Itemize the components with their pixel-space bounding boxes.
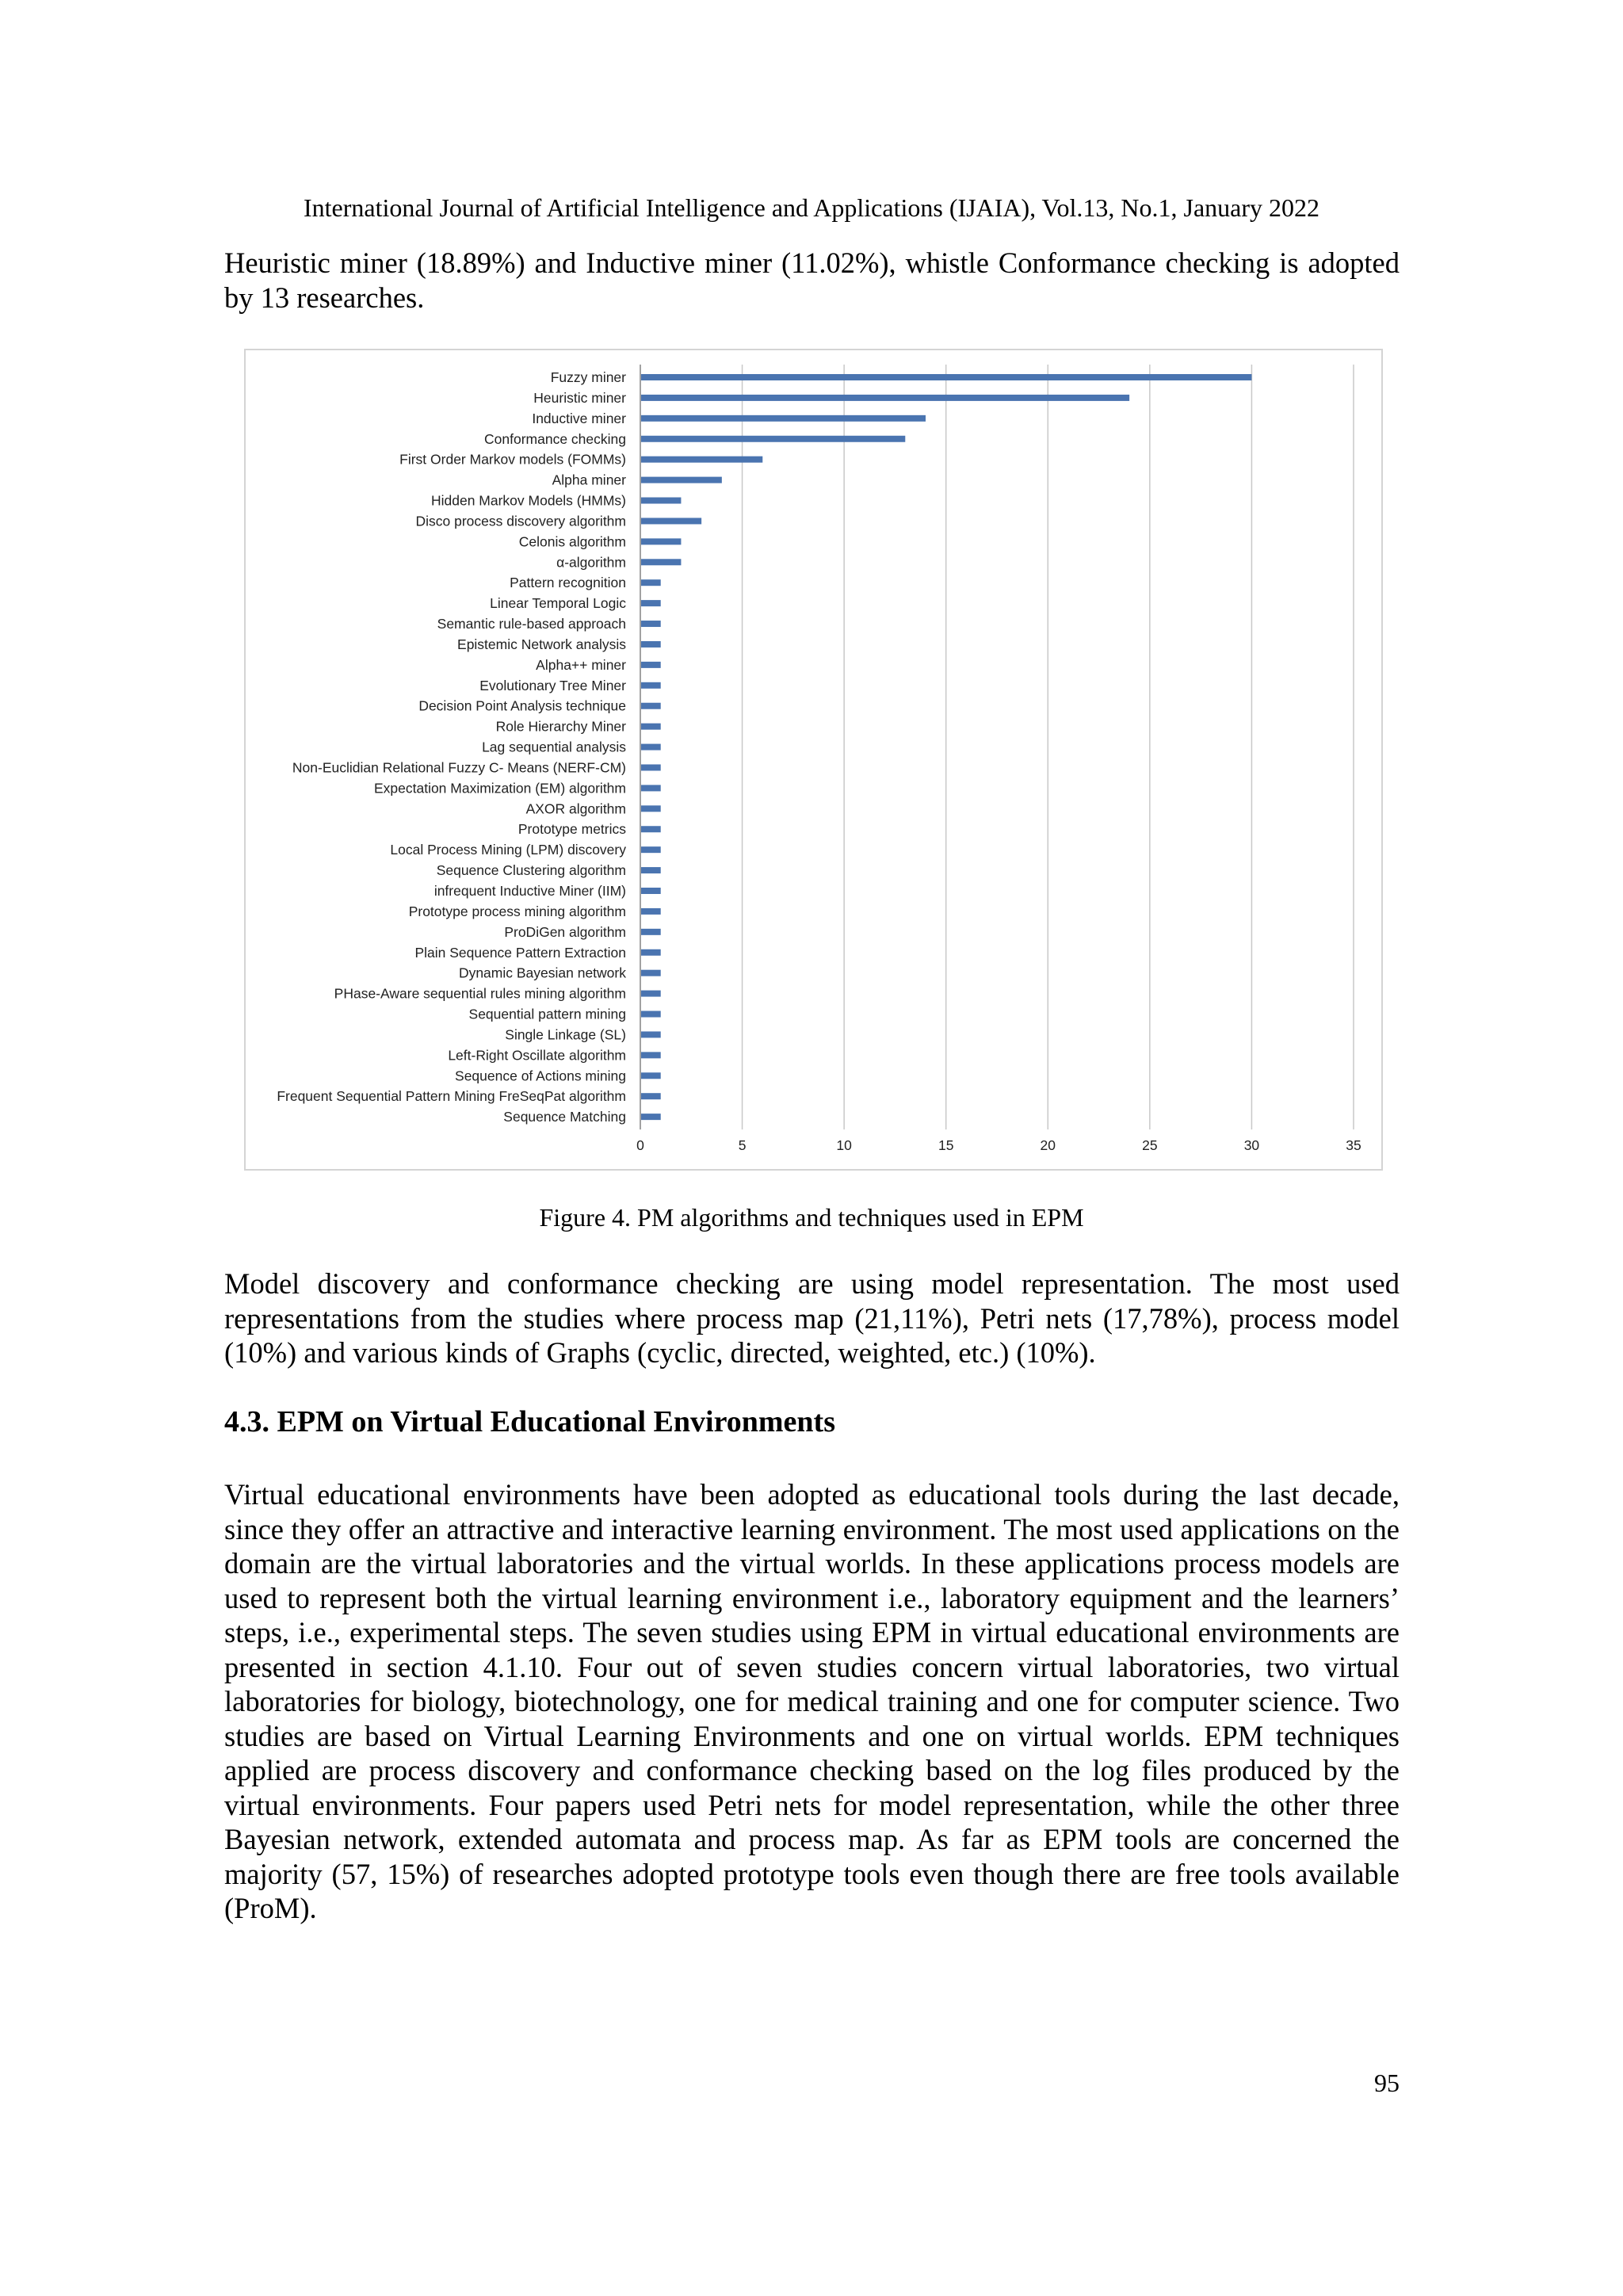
category-label: Single Linkage (SL) [505,1026,626,1043]
x-tick-label: 30 [1243,1137,1260,1154]
category-label: Dynamic Bayesian network [458,965,626,981]
category-label: First Order Markov models (FOMMs) [399,451,626,468]
category-label: Sequential pattern mining [468,1006,626,1022]
category-label: Pattern recognition [510,575,626,591]
bar [641,908,661,915]
bar [641,457,762,463]
bar [641,744,661,751]
category-label: Sequence of Actions mining [455,1068,626,1084]
x-tick-label: 5 [738,1137,747,1154]
category-label: Prototype metrics [517,821,626,838]
category-label: Decision Point Analysis technique [418,697,626,714]
section-heading: 4.3. EPM on Virtual Educational Environments [224,1405,836,1438]
bar [641,1052,661,1058]
bar [641,703,661,709]
bar-chart [246,350,1381,1169]
category-label: Inductive miner [532,410,626,426]
category-label: ProDiGen algorithm [504,923,626,940]
bar [641,1114,661,1120]
bar [641,579,661,586]
category-label: Prototype process mining algorithm [408,903,626,919]
bar [641,929,661,935]
bar [641,764,661,770]
x-tick-label: 35 [1346,1137,1361,1154]
category-label: Non-Euclidian Relational Fuzzy C- Means (NERF-CM) [292,759,626,776]
bar [641,1093,661,1099]
bar [641,436,905,442]
bar [641,1072,661,1079]
bar [641,374,1251,380]
category-label: Fuzzy miner [550,369,626,385]
category-label: Hidden Markov Models (HMMs) [430,492,626,509]
bar [641,498,681,504]
bar [641,888,661,894]
x-tick-label: 20 [1040,1137,1056,1154]
category-label: Expectation Maximization (EM) algorithm [373,780,626,797]
x-tick-label: 25 [1142,1137,1158,1154]
bar-chart-figure [244,349,1383,1171]
category-label: Semantic rule-based approach [437,616,626,632]
bar [641,724,661,730]
category-label: infrequent Inductive Miner (IIM) [433,883,626,899]
figure-caption: Figure 4. PM algorithms and techniques used in EPM [539,1203,1084,1232]
bar [641,641,661,648]
bar [641,991,661,997]
page-number: 95 [1374,2069,1400,2097]
category-label: Celonis algorithm [518,533,626,550]
category-label: Evolutionary Tree Miner [479,677,626,693]
bar [641,785,661,791]
category-label: Alpha miner [552,472,626,488]
bar [641,415,926,422]
bar [641,1031,661,1037]
category-label: PHase-Aware sequential rules mining algorithm [334,985,626,1002]
category-label: Local Process Mining (LPM) discovery [390,842,626,858]
category-label: Sequence Clustering algorithm [436,862,626,879]
x-tick-label: 15 [938,1137,954,1154]
category-label: Conformance checking [484,430,626,447]
bar [641,559,681,565]
bar [641,395,1129,401]
bar [641,600,661,606]
paragraph-virtual-environments: Virtual educational environments have been adopted as educational tools during the last decade, since they offer an attractive and interactive learning environment. The most used applications on the domain are the virtual laboratories and the virtual worlds. In these applications process models are used to represent both the virtual learning environment i.e., laboratory equipment and the learners’ steps, i.e., experimental steps. The seven studies using EPM in virtual educational environments are presented in section 4.1.10. Four out of seven studies concern virtual laboratories, two virtual laboratories for biology, biotechnology, one for medical training and one for computer science. Two studies are based on Virtual Learning Environments and one on virtual worlds. EPM techniques applied are process discovery and conformance checking based on the log files produced by the virtual environments. Four papers used Petri nets for model representation, while the other three Bayesian network, extended automata and process map. As far as EPM tools are concerned the majority (57, 15%) of researches adopted prototype tools even though there are free tools available (ProM). [224,1478,1400,1924]
bar [641,621,661,627]
bar [641,682,661,689]
category-label: α-algorithm [556,554,626,571]
x-tick-label: 10 [836,1137,852,1154]
category-label: Plain Sequence Pattern Extraction [414,944,626,961]
category-label: Linear Temporal Logic [490,595,626,612]
category-label: Alpha++ miner [536,656,626,673]
bar [641,846,661,853]
bar [641,867,661,873]
category-label: Epistemic Network analysis [457,636,626,652]
bar [641,518,701,524]
category-label: Role Hierarchy Miner [495,718,626,735]
bar [641,949,661,956]
bar [641,826,661,832]
paragraph-model-representation: Model discovery and conformance checking are using model representation. The most used representations from the studies where process map (21,11%), Petri nets (17,78%), process model (10%) and various kinds of Graphs (cyclic, directed, weighted, etc.) (10%). [224,1267,1400,1369]
intro-paragraph: Heuristic miner (18.89%) and Inductive miner (11.02%), whistle Conformance checking is adopted by 13 researches. [224,246,1400,314]
x-tick-label: 0 [636,1137,644,1154]
category-label: Disco process discovery algorithm [415,513,626,529]
bar [641,970,661,976]
bar [641,1011,661,1018]
running-header: International Journal of Artificial Intelligence and Applications (IJAIA), Vol.13, No.1, January 2022 [303,193,1320,222]
bar [641,538,681,544]
category-label: Heuristic miner [533,389,626,406]
bar [641,477,722,483]
category-label: Sequence Matching [503,1109,626,1125]
category-label: Left-Right Oscillate algorithm [448,1047,626,1064]
bar [641,662,661,668]
category-label: AXOR algorithm [525,800,626,817]
category-label: Lag sequential analysis [482,739,626,755]
category-label: Frequent Sequential Pattern Mining FreSeqPat algorithm [277,1088,626,1105]
bar [641,805,661,812]
